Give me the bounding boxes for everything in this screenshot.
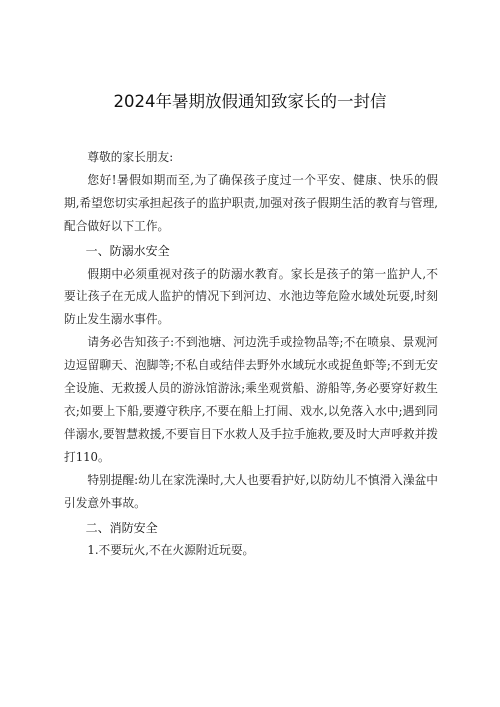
section-heading-fire: 二、消防安全: [85, 520, 158, 535]
drowning-paragraph-3: 特别提醒:幼儿在家洗澡时,大人也要看护好,以防幼儿不慎滑入澡盆中引发意外事故。: [64, 472, 438, 510]
drowning-paragraph-2: 请务必告知孩子:不到池塘、河边洗手或捡物品等;不在喷泉、景观河边逗留聊天、泡脚等;不私自或结伴去野外水域玩水或捉鱼虾等;不到无安全设施、无救援人员的游泳馆游泳;乘坐观赏船、游船等,务必要穿好救生衣;如要上下船,要遵守秩序,不要在船上打闹、戏水,以免落入水中;遇到同伴溺水,要智慧救援,不要盲目下水救人及手拉手施救,要及时大声呼救并拨打110。: [64, 335, 438, 464]
drowning-paragraph-1: 假期中必须重视对孩子的防溺水教育。家长是孩子的第一监护人,不要让孩子在无成人监护的情况下到河边、水池边等危险水域处玩耍,时刻防止发生溺水事件。: [64, 266, 438, 327]
salutation: 尊敬的家长朋友:: [87, 150, 174, 164]
fire-item-1: 1.不要玩火,不在火源附近玩耍。: [87, 543, 255, 558]
document-body: [64, 146, 438, 562]
intro-paragraph: 您好!暑假如期而至,为了确保孩子度过一个平安、健康、快乐的假期,希望您切实承担起孩子的监护职责,加强对孩子假期生活的教育与管理,配合做好以下工作。: [64, 172, 438, 233]
document-title: 2024年暑期放假通知致家长的一封信: [113, 92, 387, 111]
section-heading-drowning: 一、防溺水安全: [85, 243, 170, 258]
